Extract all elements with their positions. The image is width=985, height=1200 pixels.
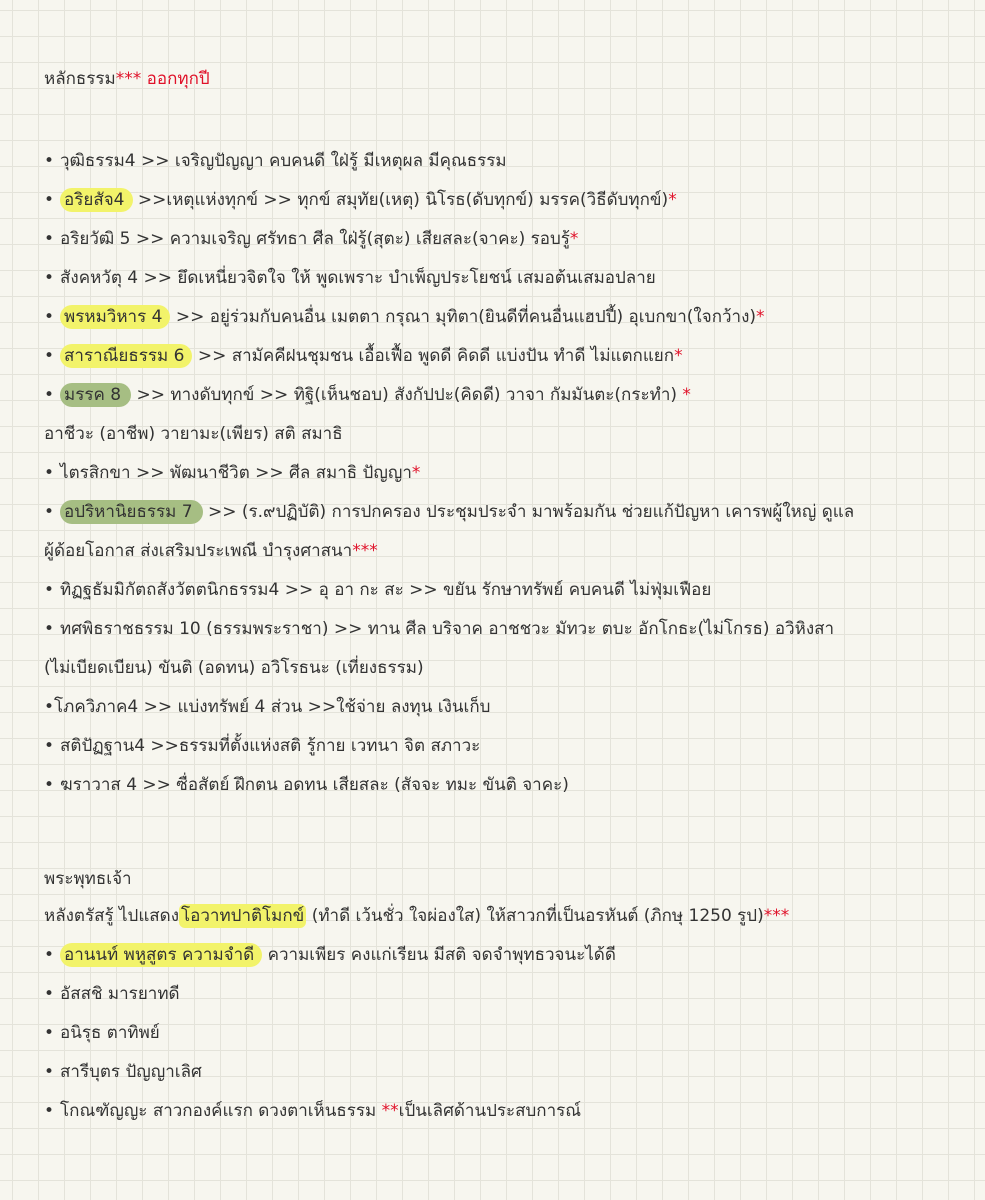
list-item: [44, 265, 656, 291]
bullet-icon: •: [44, 346, 55, 366]
bullet-icon: •: [44, 984, 55, 1004]
list-item: [44, 343, 683, 369]
item-text: อัสสชิ มารยาทดี: [60, 984, 180, 1004]
bullet-icon: •: [44, 502, 55, 522]
item-text: อริยวัฒิ 5 >> ความเจริญ ศรัทธา ศีล ใฝ่รู้(สุตะ) เสียสละ(จาคะ) รอบรู้: [60, 229, 570, 249]
item-text: >> สามัคคีฝนชุมชน เอื้อเฟื้อ พูดดี คิดดี แบ่งปัน ทำดี ไม่แตกแยก: [192, 346, 675, 366]
list-item: [44, 538, 378, 564]
section2-intro-star: ***: [763, 906, 790, 926]
item-text: วุฒิธรรม4 >> เจริญปัญญา คบคนดี ใฝ่รู้ มีเหตุผล มีคุณธรรม: [60, 151, 507, 171]
item-text: (ไม่เบียดเบียน) ขันติ (อดทน) อวิโรธนะ (เที่ยงธรรม): [44, 658, 424, 678]
section2-intro-pre: หลังตรัสรู้ ไปแสดง: [44, 906, 180, 926]
important-star: *: [674, 346, 683, 366]
list-item: [44, 694, 490, 720]
item-text: ทศพิธราชธรรม 10 (ธรรมพระราชา) >> ทาน ศีล บริจาค อาชชวะ มัทวะ ตบะ อักโกธะ(ไม่โกรธ) อวิหิงสา: [60, 619, 835, 639]
bullet-icon: •: [44, 619, 55, 639]
list-item: [44, 577, 711, 603]
bullet-icon: •: [44, 580, 55, 600]
item-text: สารีบุตร ปัญญาเลิศ: [60, 1062, 202, 1082]
list-item: [44, 981, 180, 1007]
section2-intro-highlight: โอวาทปาติโมกข์: [181, 906, 305, 926]
item-text: ทิฏฐธัมมิกัตถสังวัตตนิกธรรม4 >> อุ อา กะ สะ >> ขยัน รักษาทรัพย์ คบคนดี ไม่ฟุ่มเฟือย: [60, 580, 712, 600]
item-text: >> (ร.๙ปฏิบัติ) การปกครอง ประชุมประจำ มาพร้อมกัน ช่วยแก้ปัญหา เคารพผู้ใหญ่ ดูแล: [202, 502, 855, 522]
bullet-icon: •: [44, 697, 55, 717]
list-item: [44, 382, 691, 408]
list-item: [44, 499, 854, 525]
item-tail-text: เป็นเลิศด้านประสบการณ์: [398, 1101, 582, 1121]
item-text: ความเพียร คงแก่เรียน มีสติ จดจำพุทธวจนะได้ดี: [262, 945, 616, 965]
bullet-icon: •: [44, 385, 55, 405]
highlighted-term: อานนท์ พหูสูตร ความจำดี: [60, 943, 262, 967]
list-item: [44, 942, 616, 968]
item-text: โกณฑัญญะ สาวกองค์แรก ดวงตาเห็นธรรม: [60, 1101, 382, 1121]
highlighted-term: อปริหานิยธรรม 7: [60, 500, 203, 524]
item-text: >> อยู่ร่วมกับคนอื่น เมตตา กรุณา มุทิตา(ยินดีที่คนอื่นแฮปปี้) อุเบกขา(ใจกว้าง): [170, 307, 757, 327]
bullet-icon: •: [44, 229, 55, 249]
section1-heading-star: ***: [115, 69, 142, 89]
important-star: *: [411, 463, 421, 483]
important-star: ***: [352, 541, 378, 561]
item-text: ฆราวาส 4 >> ซื่อสัตย์ ฝึกตน อดทน เสียสละ (สัจจะ ทมะ ขันติ จาคะ): [60, 775, 569, 795]
bullet-icon: •: [44, 1062, 55, 1082]
bullet-icon: •: [44, 190, 55, 210]
highlighted-term: มรรค 8: [60, 383, 131, 407]
important-star: *: [569, 229, 579, 249]
list-item: [44, 1020, 160, 1046]
highlighted-term: อริยสัจ4: [60, 188, 132, 212]
bullet-icon: •: [44, 307, 55, 327]
important-star: *: [682, 385, 691, 405]
list-item: [44, 304, 765, 330]
highlighted-term: สาราณียธรรม 6: [60, 344, 192, 368]
item-text: ไตรสิกขา >> พัฒนาชีวิต >> ศีล สมาธิ ปัญญา: [60, 463, 412, 483]
item-text: >> ทางดับทุกข์ >> ทิฐิ(เห็นชอบ) สังกัปปะ(คิดดี) วาจา กัมมันตะ(กระทำ): [131, 385, 683, 405]
section1-heading-text: หลักธรรม: [44, 69, 116, 89]
section2-heading: [44, 866, 132, 892]
item-text: โภควิภาค4 >> แบ่งทรัพย์ 4 ส่วน >>ใช้จ่าย ลงทุน เงินเก็บ: [54, 697, 491, 717]
item-text: >>เหตุแห่งทุกข์ >> ทุกข์ สมุทัย(เหตุ) นิโรธ(ดับทุกข์) มรรค(วิธีดับทุกข์): [132, 190, 669, 210]
item-text: ผู้ด้อยโอกาส ส่งเสริมประเพณี บำรุงศาสนา: [44, 541, 353, 561]
list-item: [44, 226, 578, 252]
bullet-icon: •: [44, 1101, 55, 1121]
list-item: [44, 148, 507, 174]
item-text: สังคหวัตุ 4 >> ยึดเหนี่ยวจิตใจ ให้ พูดเพราะ บำเพ็ญประโยชน์ เสมอต้นเสมอปลาย: [60, 268, 656, 288]
item-text: อนิรุธ ตาทิพย์: [60, 1023, 160, 1043]
list-item: [44, 1059, 202, 1085]
section2-intro-post: (ทำดี เว้นชั่ว ใจผ่องใส) ให้สาวกที่เป็นอรหันต์ (ภิกษุ 1250 รูป): [306, 906, 764, 926]
bullet-icon: •: [44, 151, 55, 171]
item-text: สติปัฏฐาน4 >>ธรรมที่ตั้งแห่งสติ รู้กาย เวทนา จิต สภาวะ: [60, 736, 481, 756]
list-item: [44, 460, 420, 486]
section1-heading: [44, 66, 210, 92]
bullet-icon: •: [44, 775, 55, 795]
bullet-icon: •: [44, 463, 55, 483]
section2-intro: [44, 903, 789, 929]
important-star: **: [381, 1101, 399, 1121]
list-item: [44, 187, 677, 213]
section2-heading-text: พระพุทธเจ้า: [44, 869, 132, 889]
bullet-icon: •: [44, 1023, 55, 1043]
section1-heading-note: ออกทุกปี: [141, 69, 210, 89]
list-item: [44, 733, 480, 759]
item-text: อาชีวะ (อาชีพ) วายามะ(เพียร) สติ สมาธิ: [44, 424, 343, 444]
bullet-icon: •: [44, 268, 55, 288]
bullet-icon: •: [44, 736, 55, 756]
bullet-icon: •: [44, 945, 55, 965]
list-item: [44, 655, 424, 681]
list-item: [44, 772, 569, 798]
highlighted-term: พรหมวิหาร 4: [60, 305, 170, 329]
important-star: *: [668, 190, 677, 210]
important-star: *: [756, 307, 765, 327]
list-item: [44, 1098, 581, 1124]
list-item: [44, 421, 343, 447]
list-item: [44, 616, 834, 642]
